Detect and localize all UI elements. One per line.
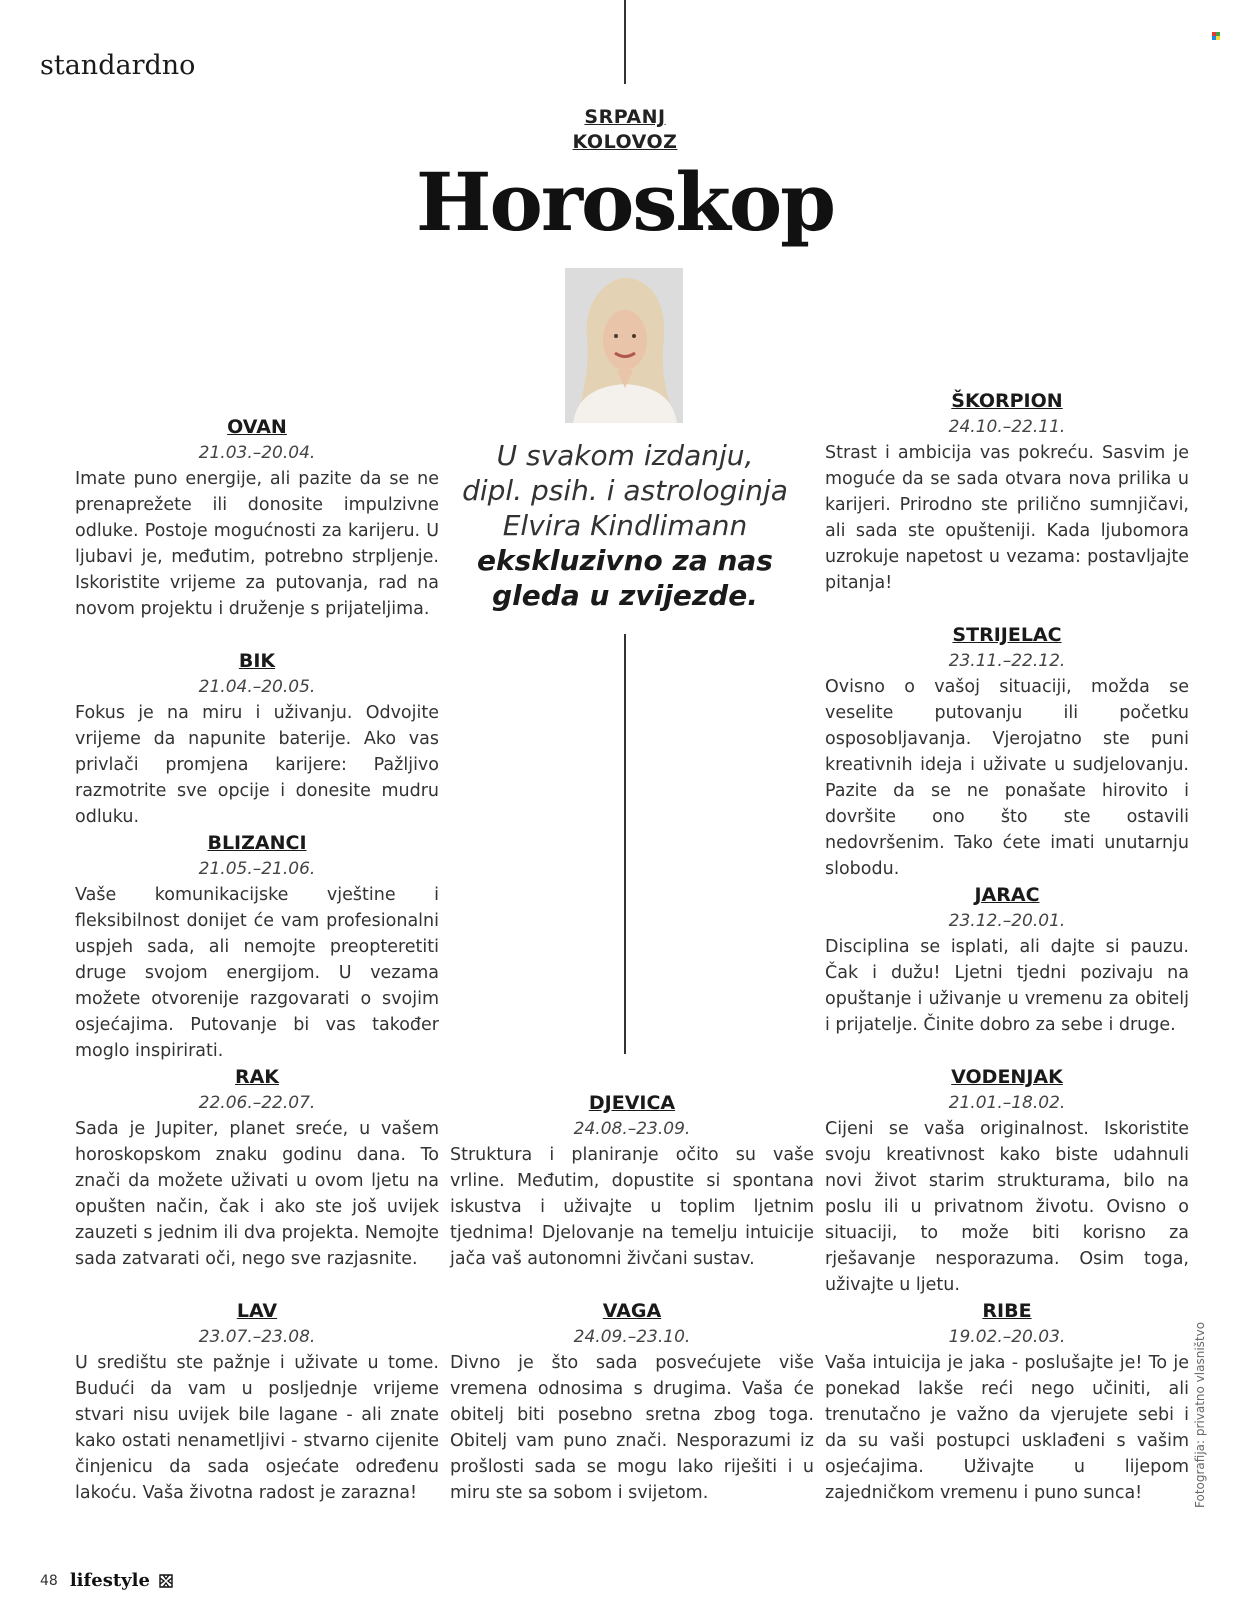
sign-dates: 24.10.–22.11. (948, 417, 1066, 437)
astrologer-portrait (565, 268, 683, 423)
month-label-2: KOLOVOZ (572, 131, 678, 153)
brand-color-mark (1212, 32, 1220, 40)
sign-dates: 19.02.–20.03. (948, 1327, 1066, 1347)
sign-dates: 23.12.–20.01. (948, 911, 1066, 931)
intro-line-2: dipl. psih. i astrologinja (462, 474, 788, 507)
sign-name: VODENJAK (951, 1066, 1063, 1088)
sign-dates: 23.11.–22.12. (948, 651, 1066, 671)
magazine-brand: lifestyle (69, 1570, 150, 1591)
sign-text: Ovisno o vašoj situaciji, možda se veselite putovanju ili početku osposobljavanja. Vjerojatno ste puni kreativnih ideja i uživate u sudjelovanju. Pazite da se ne ponašate hirovito i dovršite ono što ste ostavili nedovršenim. Tako ćete imati unutarnju slobodu. (825, 677, 1189, 879)
sign-name: ŠKORPION (951, 390, 1063, 412)
intro-text (438, 438, 812, 613)
sign-dates: 21.05.–21.06. (198, 859, 316, 879)
sign-text: Imate puno energije, ali pazite da se ne prenaprežete ili donosite impulzivne odluke. Postoje mogućnosti za karijeru. U ljubavi je, međutim, potrebno strpljenje. Iskoristite vrijeme za putovanja, rad na novom projektu i druženje s prijateljima. (75, 469, 439, 619)
sign-dates: 24.09.–23.10. (573, 1327, 691, 1347)
intro-line-4: ekskluzivno za nas (477, 544, 773, 577)
sign-dates: 22.06.–22.07. (198, 1093, 316, 1113)
intro-line-1: U svakom izdanju, (496, 439, 754, 472)
sign-dates: 21.01.–18.02. (948, 1093, 1066, 1113)
sign-name: JARAC (974, 884, 1040, 906)
intro-line-5: gleda u zvijezde. (492, 579, 758, 612)
sign-bik (75, 648, 439, 830)
sign-name: BLIZANCI (207, 832, 307, 854)
sign-skorpion (825, 388, 1189, 596)
page-footer (40, 1570, 174, 1591)
sign-text: Vaše komunikacijske vještine i fleksibilnost donijet će vam profesionalni uspjeh sada, ali nemojte preopteretiti druge svojom energijom. U vezama možete otvorenije razgovarati o svojim osjećajima. Putovanje bi vas također moglo inspirirati. (75, 885, 439, 1061)
sign-rak (75, 1064, 439, 1272)
sign-dates: 21.03.–20.04. (198, 443, 316, 463)
sign-dates: 21.04.–20.05. (198, 677, 316, 697)
sign-strijelac (825, 622, 1189, 882)
top-divider-line (624, 0, 626, 84)
sign-text: U središtu ste pažnje i uživate u tome. Budući da vam u posljednje vrijeme stvari nisu uvijek bile lagane - ali znate kako ostati nenametljivi - stvarno cijenite činjenicu da sada osjećate određenu lakoću. Vaša životna radost je zarazna! (75, 1353, 439, 1503)
sign-text: Struktura i planiranje očito su vaše vrline. Međutim, dopustite si spontana iskustva i uživajte u toplim ljetnim tjednima! Djelovanje na temelju intuicije jača vaš autonomni živčani sustav. (450, 1145, 814, 1269)
photo-credit: Fotografija: privatno vlasništvo (1193, 1321, 1207, 1508)
sign-lav (75, 1298, 439, 1506)
sign-djevica (450, 1090, 814, 1272)
sign-text: Fokus je na miru i uživanju. Odvojite vrijeme da napunite baterije. Ako vas privlači promjena karijere: Pažljivo razmotrite sve opcije i donesite mudru odluku. (75, 703, 439, 827)
sign-vaga (450, 1298, 814, 1506)
sign-name: DJEVICA (588, 1092, 676, 1114)
sign-name: OVAN (227, 416, 287, 438)
sign-name: BIK (238, 650, 276, 672)
intro-line-3: Elvira Kindlimann (502, 509, 748, 542)
sign-text: Sada je Jupiter, planet sreće, u vašem horoskopskom znaku godinu dana. To znači da možete uživati u ovom ljetu na opušten način, čak i ako ste još uvijek zauzeti s jednim ili dva projekta. Nemojte sada zatvarati oči, nego sve razjasnite. (75, 1119, 439, 1269)
sign-jarac (825, 882, 1189, 1038)
page-title: Horoskop (415, 155, 835, 249)
sign-ovan (75, 414, 439, 622)
sign-blizanci (75, 830, 439, 1064)
center-divider-line (624, 634, 626, 1054)
sign-vodenjak (825, 1064, 1189, 1298)
sign-name: VAGA (602, 1300, 662, 1322)
sign-text: Cijeni se vaša originalnost. Iskoristite svoju kreativnost kako biste udahnuli novi život starim strukturama, bilo na poslu ili u privatnom životu. Ovisno o situaciji, to može biti korisno za rješavanje nesporazuma. Osim toga, uživajte u ljetu. (825, 1119, 1189, 1295)
sign-name: RIBE (982, 1300, 1032, 1322)
sign-text: Vaša intuicija je jaka - poslušajte je! To je ponekad lakše reći nego učiniti, ali trenutačno je važno da vjerujete sebi i da su vaši postupci usklađeni s vašim osjećajima. Uživajte u lijepom zajedničkom vremenu i puno sunca! (825, 1353, 1189, 1503)
brand-logo-icon (158, 1573, 174, 1589)
sign-name: LAV (236, 1300, 278, 1322)
sign-name: STRIJELAC (952, 624, 1062, 646)
sign-name: RAK (234, 1066, 280, 1088)
sign-dates: 23.07.–23.08. (198, 1327, 316, 1347)
page-number: 48 (40, 1572, 58, 1589)
sign-dates: 24.08.–23.09. (573, 1119, 691, 1139)
sign-text: Divno je što sada posvećujete više vremena odnosima s drugima. Vaša će obitelj biti posebno sretna zbog toga. Obitelj vam puno znači. Nesporazumi iz prošlosti sada se mogu lako riješiti i u miru ste sa sobom i svijetom. (450, 1353, 814, 1503)
sign-text: Disciplina se isplati, ali dajte si pauzu. Čak i dužu! Ljetni tjedni pozivaju na opuštanje i uživanje u vremenu za obitelj i prijatelje. Činite dobro za sebe i druge. (825, 937, 1189, 1035)
month-label-1: SRPANJ (584, 106, 666, 128)
sign-ribe (825, 1298, 1189, 1506)
sign-text: Strast i ambicija vas pokreću. Sasvim je moguće da se sada otvara nova prilika u karijeri. Prirodno ste prilično sumnjičavi, ali sada ste opušteniji. Kada ljubomora uzrokuje napetost u vezama: postavljajte pitanja! (825, 443, 1189, 593)
section-label: standardno (40, 50, 196, 81)
